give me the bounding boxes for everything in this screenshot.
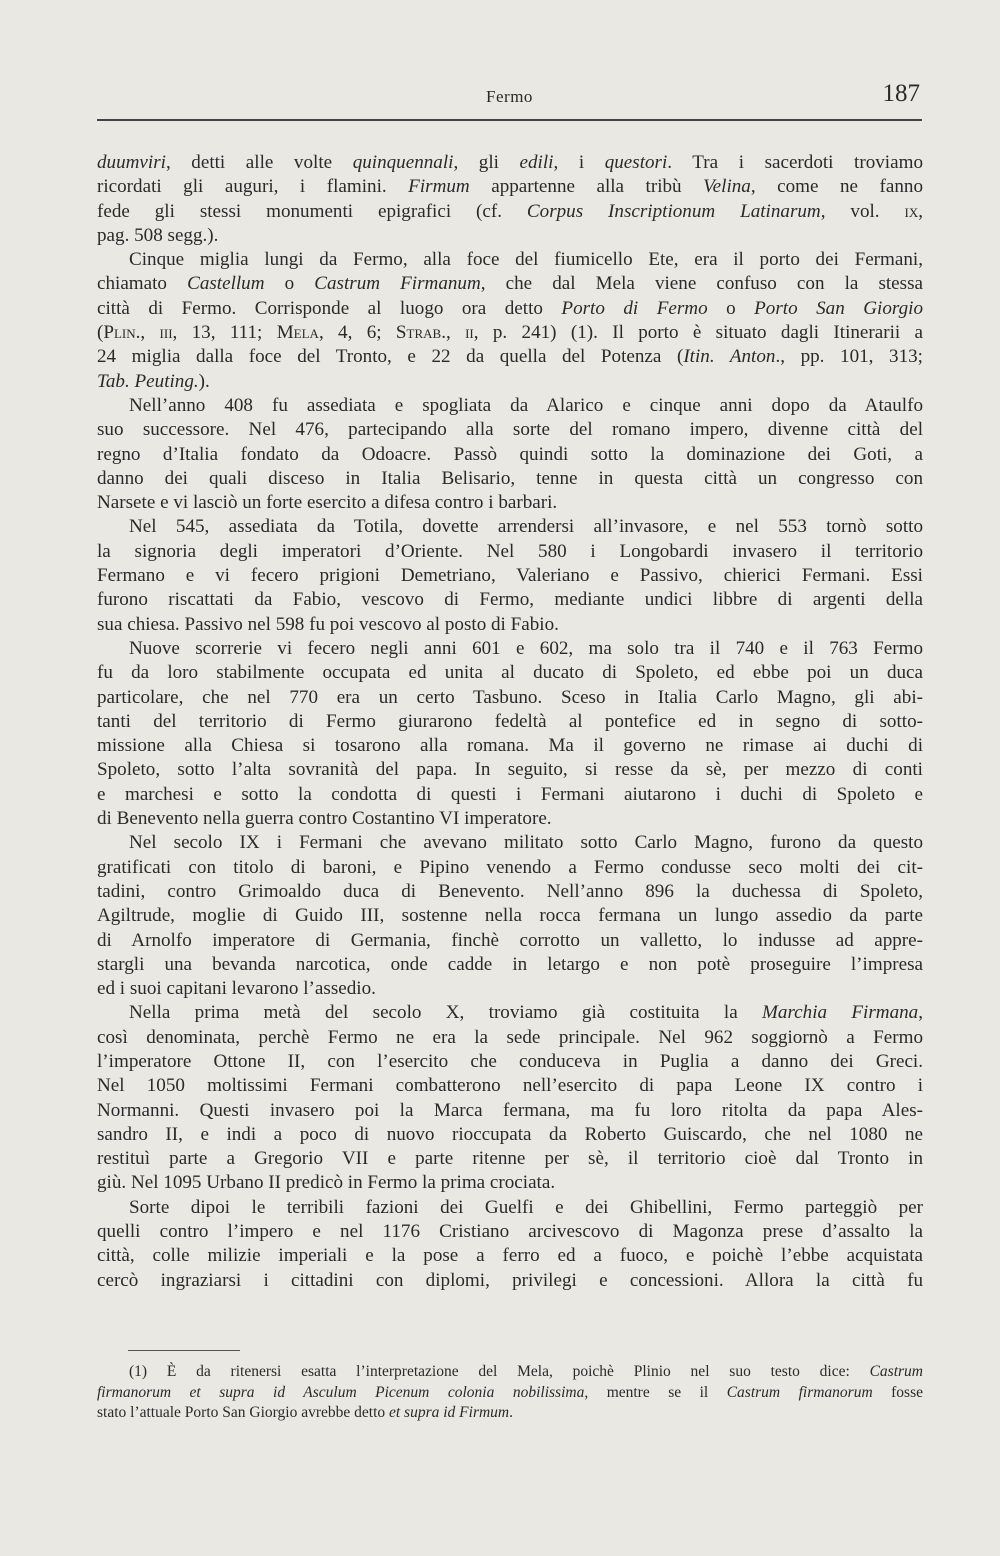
body-text [97, 151, 923, 1293]
italic-text: Castrum firmanorum [726, 1383, 873, 1401]
text-run: regno d’Italia fondato da Odoacre. Passò quindi sotto la dominazione dei Goti, a [97, 443, 923, 465]
text-run: furono riscattati da Fabio, vescovo di Fermo, mediante undici libbre di argenti della [97, 589, 923, 611]
text-run: , detti alle volte [165, 152, 353, 173]
text-line [97, 783, 923, 807]
small-caps-text: iii [159, 322, 173, 344]
italic-text: Castrum Firmanum [314, 273, 481, 295]
text-run: ricordati gli auguri, i flamini. [97, 176, 409, 198]
text-run: , 13, 111; [172, 322, 277, 344]
italic-text: Castellum [187, 273, 265, 295]
text-line [97, 758, 923, 782]
text-line [97, 1074, 923, 1098]
footnote [97, 1362, 923, 1424]
paragraph [97, 831, 923, 1001]
text-run: chiamato [97, 273, 188, 295]
italic-text: quinquennali [352, 152, 454, 173]
text-run: restituì parte a Gregorio VII e parte ritenne per sè, il territorio cioè dal Tronto in [97, 1148, 923, 1170]
text-run: , vol. [820, 200, 905, 222]
text-run: ., pp. 101, 313; [775, 346, 923, 368]
text-run: città di Fermo. Corrisponde al luogo ora detto [97, 297, 562, 319]
text-run: ed i suoi capitani levarono l’assedio. [97, 978, 376, 1000]
text-run: Sorte dipoi le terribili fazioni dei Guelfi e dei Ghibellini, Fermo parteggiò per [129, 1196, 923, 1218]
text-line [97, 831, 923, 855]
text-line [97, 248, 923, 272]
text-line [97, 710, 923, 734]
text-line [97, 443, 923, 467]
text-line [97, 151, 923, 175]
italic-text: edili [519, 152, 554, 173]
paragraph [97, 1001, 923, 1195]
italic-text: Itin. Anton [683, 346, 776, 368]
text-run: , [918, 200, 923, 222]
italic-text: Velina [703, 176, 751, 198]
text-run: fede gli stessi monumenti epigrafici (cf. [97, 200, 527, 222]
text-run: gratificati con titolo di baroni, e Pipino venendo a Fermo condusse seco molti dei cit- [97, 856, 923, 878]
text-line [97, 272, 923, 296]
text-line [97, 1383, 923, 1404]
text-run: 24 miglia dalla foce del Tronto, e 22 da quella del Potenza ( [97, 346, 684, 368]
text-run: , 4, 6; [318, 322, 396, 344]
text-run: Nella prima metà del secolo X, troviamo già costituita la [129, 1002, 762, 1024]
text-run: di Arnolfo imperatore di Germania, finchè corrotto un valletto, lo indusse ad appre- [97, 929, 923, 951]
header-rule [97, 119, 922, 121]
italic-text: firmanorum et supra id Asculum Picenum colonia nobilissima [97, 1383, 585, 1401]
text-line [97, 1362, 923, 1383]
text-line [97, 321, 923, 345]
text-line [97, 1171, 923, 1195]
text-run: Narsete e vi lasciò un forte esercito a difesa contro i barbari. [97, 492, 558, 514]
text-line [97, 588, 923, 612]
italic-text: duumviri [97, 152, 166, 173]
text-line [97, 467, 923, 491]
text-run: particolare, che nel 770 era un certo Tasbuno. Sceso in Italia Carlo Magno, gli abi- [97, 686, 923, 708]
text-run: sua chiesa. Passivo nel 598 fu poi vescovo al posto di Fabio. [97, 613, 559, 635]
text-run: giù. Nel 1095 Urbano II predicò in Fermo la prima crociata. [97, 1172, 556, 1194]
paragraph [97, 248, 923, 394]
text-line [97, 224, 923, 248]
italic-text: Firmum [408, 176, 470, 198]
small-caps-text: Mela [276, 322, 319, 344]
small-caps-text: ix [904, 200, 919, 222]
text-run: ., [135, 322, 160, 344]
italic-text: Corpus Inscriptionum Latinarum [526, 200, 821, 222]
text-run: (1) È da ritenersi esatta l’interpretazione del Mela, poichè Plinio nel suo testo dice: [129, 1363, 870, 1380]
text-line [97, 929, 923, 953]
text-run: ). [198, 370, 210, 392]
text-run: sandro II, e indi a poco di nuovo rioccupata da Roberto Guiscardo, che nel 1080 ne [97, 1123, 923, 1145]
text-line [97, 1123, 923, 1147]
text-line [97, 540, 923, 564]
text-run: Nel secolo IX i Fermani che avevano militato sotto Carlo Magno, furono da questo [129, 832, 923, 854]
text-line [97, 734, 923, 758]
text-run: , p. 241) (1). Il porto è situato dagli Itinerarii a [473, 322, 924, 344]
text-line [97, 1196, 923, 1220]
text-run: Normanni. Questi invasero poi la Marca fermana, ma fu loro ritolta da papa Ales- [97, 1099, 923, 1121]
text-run: pag. 508 segg.). [97, 224, 219, 246]
text-run: Agiltrude, moglie di Guido III, sostenne nella rocca fermana un lungo assedio da parte [97, 905, 923, 927]
text-run: fosse [872, 1383, 923, 1401]
text-line [97, 297, 923, 321]
text-line [97, 686, 923, 710]
text-run: , come ne fanno [750, 176, 924, 198]
text-run: Spoleto, sotto l’alta sovranità del papa. In seguito, si resse da sè, per mezzo di conti [97, 759, 923, 781]
italic-text: et supra id Firmum [389, 1404, 510, 1421]
text-run: appartenne alla tribù [469, 176, 704, 198]
text-run: e marchesi e sotto la condotta di questi i Fermani aiutarono i duchi di Spoleto e [97, 783, 923, 805]
footnote-rule [128, 1350, 240, 1351]
paragraph [97, 1196, 923, 1293]
text-run: o [264, 273, 315, 295]
text-run: fu da loro stabilmente occupata ed unita al ducato di Spoleto, ed ebbe poi un duca [97, 662, 923, 684]
italic-text: Tab. Peuting. [97, 370, 199, 392]
text-run: città, colle milizie imperiali e la pose a ferro ed a fuoco, e poichè l’ebbe acquistata [97, 1245, 923, 1267]
text-run: Fermano e vi fecero prigioni Demetriano, Valeriano e Passivo, chierici Fermani. Essi [97, 565, 923, 587]
text-line [97, 200, 923, 224]
running-head-title: Fermo [486, 87, 533, 106]
paragraph [97, 151, 923, 248]
paragraph [97, 515, 923, 636]
text-line [97, 1099, 923, 1123]
paragraph [97, 394, 923, 515]
text-line [97, 394, 923, 418]
text-line [97, 856, 923, 880]
text-line [97, 370, 923, 394]
text-line [97, 637, 923, 661]
text-run: di Benevento nella guerra contro Costantino VI imperatore. [97, 808, 552, 830]
text-line [97, 1220, 923, 1244]
text-run: , mentre se il [584, 1383, 727, 1401]
text-line [97, 1026, 923, 1050]
text-line [97, 953, 923, 977]
italic-text: Porto San Giorgio [754, 297, 923, 319]
text-line [97, 515, 923, 539]
text-line [97, 1244, 923, 1268]
text-line [97, 1001, 923, 1025]
text-line [97, 564, 923, 588]
text-run: ., [441, 322, 466, 344]
running-head [97, 80, 922, 114]
text-line [97, 1147, 923, 1171]
text-run: danno dei quali disceso in Italia Belisario, tenne in questa città un congresso con [97, 467, 923, 489]
text-run: missione alla Chiesa si tosarono alla romana. Ma il governo ne rimase ai duchi di [97, 735, 923, 757]
text-run: Nell’anno 408 fu assediata e spogliata da Alarico e cinque anni dopo da Ataulfo [129, 394, 923, 416]
italic-text: Porto di Fermo [561, 297, 708, 319]
text-line [97, 1269, 923, 1293]
text-run: stargli una bevanda narcotica, onde cadde in letargo e non potè proseguire l’impresa [97, 953, 923, 975]
text-line [97, 807, 923, 831]
italic-text: Castrum [869, 1363, 923, 1380]
text-line [97, 880, 923, 904]
text-line [97, 1050, 923, 1074]
text-run: Nel 1050 moltissimi Fermani combatterono nell’esercito di papa Leone IX contro i [97, 1075, 923, 1097]
text-run: quelli contro l’impero e nel 1176 Cristiano arcivescovo di Magonza prese d’assalto la [97, 1221, 923, 1243]
italic-text: questori [604, 152, 668, 173]
small-caps-text: Strab [395, 322, 442, 344]
paragraph [97, 637, 923, 831]
text-line [97, 345, 923, 369]
text-line [97, 491, 923, 515]
text-run: . Tra i sacerdoti troviamo [667, 152, 923, 173]
italic-text: Marchia Firmana [762, 1002, 919, 1024]
text-line [97, 661, 923, 685]
page-number: 187 [882, 80, 920, 107]
text-line [97, 977, 923, 1001]
text-run: o [707, 297, 755, 319]
text-run: , [918, 1002, 923, 1024]
text-run: tanti del territorio di Fermo giurarono fedeltà al pontefice ed in segno di sotto- [97, 710, 923, 732]
small-caps-text: Plin [103, 322, 136, 344]
text-line [97, 175, 923, 199]
text-run: stato l’attuale Porto San Giorgio avrebbe detto [97, 1404, 389, 1421]
text-run: la signoria degli imperatori d’Oriente. Nel 580 i Longobardi invasero il territorio [97, 540, 923, 562]
text-run: , gli [453, 152, 520, 173]
text-line [97, 613, 923, 637]
text-run: ( [97, 322, 104, 344]
text-run: Nel 545, assediata da Totila, dovette arrendersi all’invasore, e nel 553 tornò sotto [129, 516, 923, 538]
text-line [97, 904, 923, 928]
text-run: suo successore. Nel 476, partecipando alla sorte del romano impero, divenne città del [97, 419, 923, 441]
text-run: l’imperatore Ottone II, con l’esercito che conduceva in Puglia a danno dei Greci. [97, 1050, 923, 1072]
text-run: tadini, contro Grimoaldo duca di Benevento. Nell’anno 896 la duchessa di Spoleto, [97, 880, 923, 902]
text-run: così denominata, perchè Fermo ne era la sede principale. Nel 962 soggiornò a Fermo [97, 1026, 923, 1048]
text-run: cercò ingraziarsi i cittadini con diplomi, privilegi e concessioni. Allora la città fu [97, 1269, 923, 1291]
text-line [97, 1403, 923, 1424]
text-run: Cinque miglia lungi da Fermo, alla foce del fiumicello Ete, era il porto dei Fermani, [129, 249, 923, 271]
text-run: , i [553, 152, 605, 173]
small-caps-text: ii [465, 322, 474, 344]
text-run: . [509, 1404, 513, 1421]
text-run: , che dal Mela viene confuso con la stessa [480, 273, 923, 295]
text-line [97, 418, 923, 442]
text-run: Nuove scorrerie vi fecero negli anni 601 e 602, ma solo tra il 740 e il 763 Fermo [129, 637, 923, 659]
